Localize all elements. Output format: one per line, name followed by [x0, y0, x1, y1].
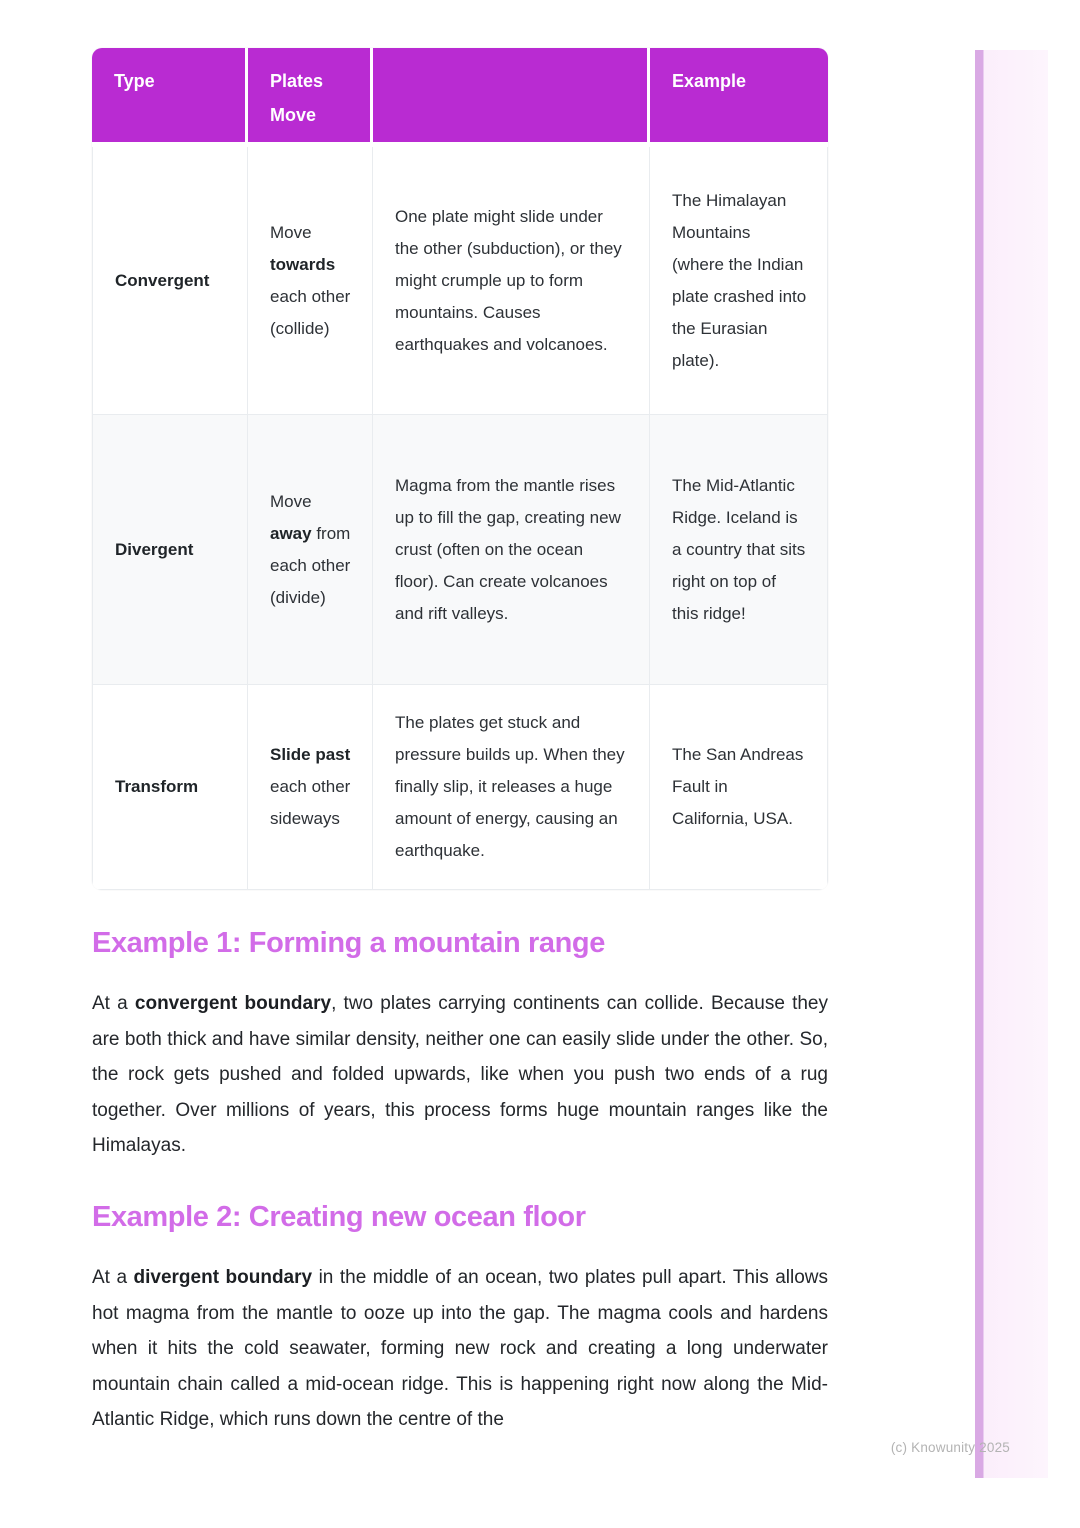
cell-description: Magma from the mantle rises up to fill the gap, creating new crust (often on the ocean floor). Can create volcanoes and rift valleys.	[373, 415, 650, 685]
cell-plates-move: Slide past each other sideways	[248, 685, 373, 890]
table-row-convergent	[92, 147, 828, 415]
paragraph-example-2: At a divergent boundary in the middle of an ocean, two plates pull apart. This allows hot magma from the mantle to ooze up into the gap. The magma cools and hardens when it hits the cold seawater, forming new rock and creating a long underwater mountain chain called a mid-ocean ridge. This is happening right now along the Mid-Atlantic Ridge, which runs down the centre of the	[92, 1266, 829, 1431]
header-cell-plates-move: Plates Move	[248, 48, 373, 147]
cell-type: Transform	[92, 685, 248, 890]
cell-type: Divergent	[92, 415, 248, 685]
section-heading-example-2: Example 2: Creating new ocean floor	[92, 1200, 586, 1233]
cell-plates-move: Move away from each other (divide)	[248, 415, 373, 685]
plate-boundaries-table-grid	[92, 48, 828, 890]
paragraph-example-1: At a convergent boundary, two plates carrying continents can collide. Because they are both thick and have similar density, neither one can easily slide under the other. So, the rock gets pushed and folded upwards, like when you push two ends of a rug together. Over millions of years, this process forms huge mountain ranges like the Himalayas.	[92, 993, 828, 1157]
plate-boundaries-table	[92, 48, 828, 890]
cell-example: The San Andreas Fault in California, USA.	[650, 685, 828, 890]
cell-example: The Mid-Atlantic Ridge. Iceland is a country that sits right on top of this ridge!	[650, 415, 828, 685]
document-content	[92, 48, 828, 1438]
cell-example: The Himalayan Mountains (where the Indian plate crashed into the Eurasian plate).	[650, 147, 828, 415]
cell-description: One plate might slide under the other (subduction), or they might crumple up to form mountains. Causes earthquakes and volcanoes.	[373, 147, 650, 415]
page-edge-accent-stripe	[975, 50, 1048, 1478]
table-row-divergent	[92, 415, 828, 685]
header-cell-example: Example	[650, 48, 828, 147]
cell-type: Convergent	[92, 147, 248, 415]
section-heading-example-1: Example 1: Forming a mountain range	[92, 927, 605, 959]
table-header-row	[92, 48, 828, 147]
copyright-footer: (c) Knowunity 2025	[890, 1440, 1010, 1455]
cell-description: The plates get stuck and pressure builds up. When they finally slip, it releases a huge amount of energy, causing an earthquake.	[373, 685, 650, 890]
header-cell-blank	[373, 48, 650, 147]
cell-plates-move: Move towards each other (collide)	[248, 147, 373, 415]
header-cell-type: Type	[92, 48, 248, 147]
table-row-transform	[92, 685, 828, 890]
